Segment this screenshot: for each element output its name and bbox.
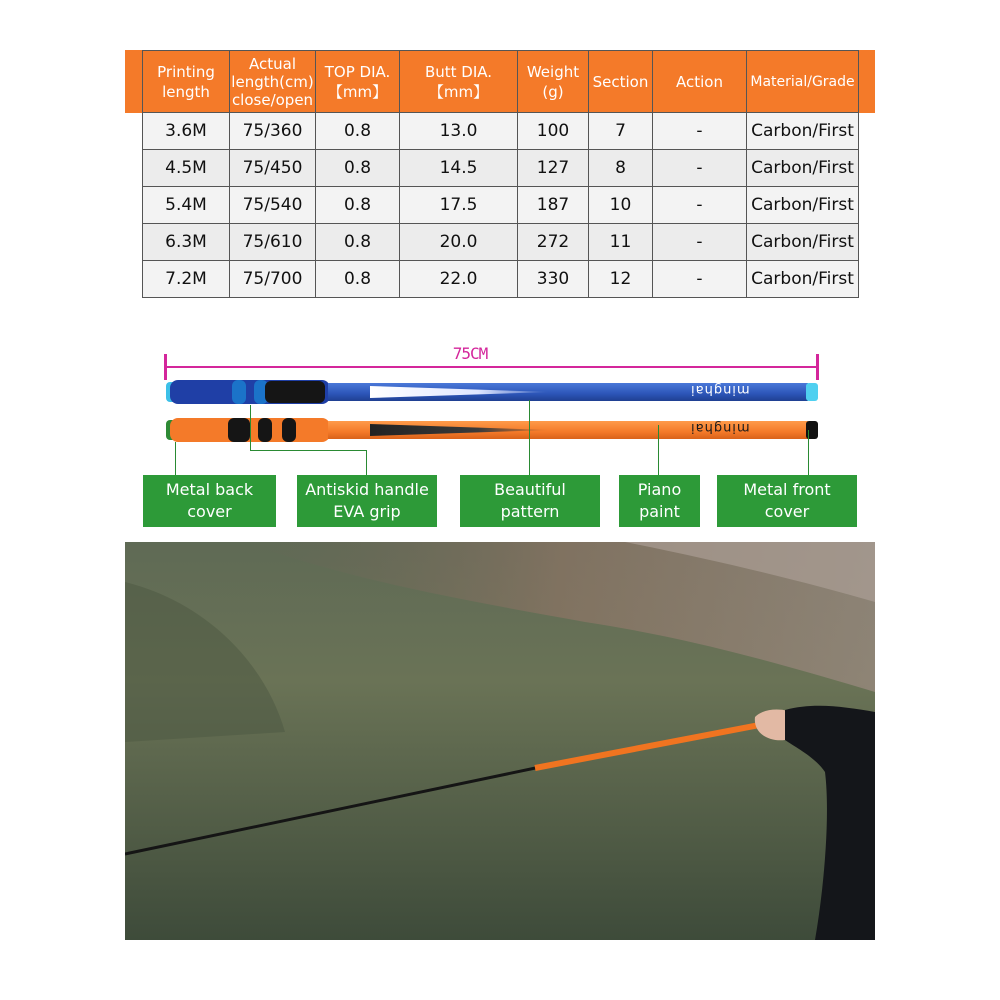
leader-line — [808, 430, 809, 476]
cell-action: - — [653, 150, 747, 187]
grip-band — [258, 418, 272, 442]
cell-butt-dia: 14.5 — [400, 150, 518, 187]
leader-line — [529, 400, 530, 476]
cell-section: 8 — [589, 150, 653, 187]
cell-section: 10 — [589, 187, 653, 224]
cell-action: - — [653, 187, 747, 224]
dimension-label: 75CM — [452, 344, 488, 363]
table-row — [143, 224, 859, 261]
cell-top-dia: 0.8 — [316, 224, 400, 261]
cell-action: - — [653, 113, 747, 150]
cell-top-dia: 0.8 — [316, 261, 400, 298]
cell-material: Carbon/First — [747, 224, 859, 261]
cell-butt-dia: 22.0 — [400, 261, 518, 298]
callout-metal-back-cover: Metal back cover — [143, 475, 276, 527]
grip-band — [228, 418, 250, 442]
dimension-cap-right — [816, 354, 819, 380]
eva-foam — [265, 381, 325, 403]
callout-beautiful-pattern: Beautiful pattern — [460, 475, 600, 527]
table-row — [143, 113, 859, 150]
cell-material: Carbon/First — [747, 150, 859, 187]
spec-table — [125, 50, 875, 305]
cell-action: - — [653, 261, 747, 298]
cell-material: Carbon/First — [747, 261, 859, 298]
brand-logo: minghai — [690, 382, 750, 397]
cell-actual-length: 75/360 — [230, 113, 316, 150]
cell-printing-length: 7.2M — [143, 261, 230, 298]
photo-illustration — [125, 542, 875, 940]
fishing-photo — [125, 542, 875, 940]
table-header-row — [143, 51, 859, 113]
table-row — [143, 150, 859, 187]
cell-actual-length: 75/450 — [230, 150, 316, 187]
cell-actual-length: 75/700 — [230, 261, 316, 298]
cell-top-dia: 0.8 — [316, 113, 400, 150]
cell-butt-dia: 13.0 — [400, 113, 518, 150]
cell-section: 7 — [589, 113, 653, 150]
cell-section: 12 — [589, 261, 653, 298]
col-printing-length: Printing length — [143, 51, 230, 113]
callout-metal-front-cover: Metal front cover — [717, 475, 857, 527]
col-butt-dia: Butt DIA. 【mm】 — [400, 51, 518, 113]
rod-blue — [170, 380, 817, 404]
metal-front-cap — [806, 383, 818, 401]
cell-weight: 272 — [518, 224, 589, 261]
cell-material: Carbon/First — [747, 187, 859, 224]
col-weight: Weight (g) — [518, 51, 589, 113]
col-material-grade: Material/Grade — [747, 51, 859, 113]
cell-actual-length: 75/610 — [230, 224, 316, 261]
callout-piano-paint: Piano paint — [619, 475, 700, 527]
cell-top-dia: 0.8 — [316, 187, 400, 224]
col-section: Section — [589, 51, 653, 113]
cell-actual-length: 75/540 — [230, 187, 316, 224]
grip — [170, 380, 330, 404]
cell-printing-length: 6.3M — [143, 224, 230, 261]
cell-butt-dia: 17.5 — [400, 187, 518, 224]
cell-action: - — [653, 224, 747, 261]
col-top-dia: TOP DIA. 【mm】 — [316, 51, 400, 113]
table-row — [143, 187, 859, 224]
col-actual-length: Actual length(cm) close/open — [230, 51, 316, 113]
cell-printing-length: 3.6M — [143, 113, 230, 150]
cell-weight: 127 — [518, 150, 589, 187]
cell-top-dia: 0.8 — [316, 150, 400, 187]
leader-line — [175, 442, 176, 476]
leader-line — [366, 450, 367, 476]
cell-printing-length: 4.5M — [143, 150, 230, 187]
brand-logo: minghai — [690, 420, 750, 435]
rod-orange — [170, 418, 817, 442]
leader-line — [658, 425, 659, 476]
callout-antiskid-handle: Antiskid handle EVA grip — [297, 475, 437, 527]
spec-grid — [142, 50, 859, 298]
table-row — [143, 261, 859, 298]
col-action: Action — [653, 51, 747, 113]
grip-band — [232, 380, 246, 404]
leader-line — [250, 405, 251, 451]
cell-printing-length: 5.4M — [143, 187, 230, 224]
cell-weight: 187 — [518, 187, 589, 224]
leader-line — [250, 450, 366, 451]
cell-material: Carbon/First — [747, 113, 859, 150]
cell-weight: 100 — [518, 113, 589, 150]
grip-band — [282, 418, 296, 442]
rod-diagram — [0, 330, 1000, 535]
cell-butt-dia: 20.0 — [400, 224, 518, 261]
cell-section: 11 — [589, 224, 653, 261]
cell-weight: 330 — [518, 261, 589, 298]
dimension-line — [166, 366, 818, 368]
